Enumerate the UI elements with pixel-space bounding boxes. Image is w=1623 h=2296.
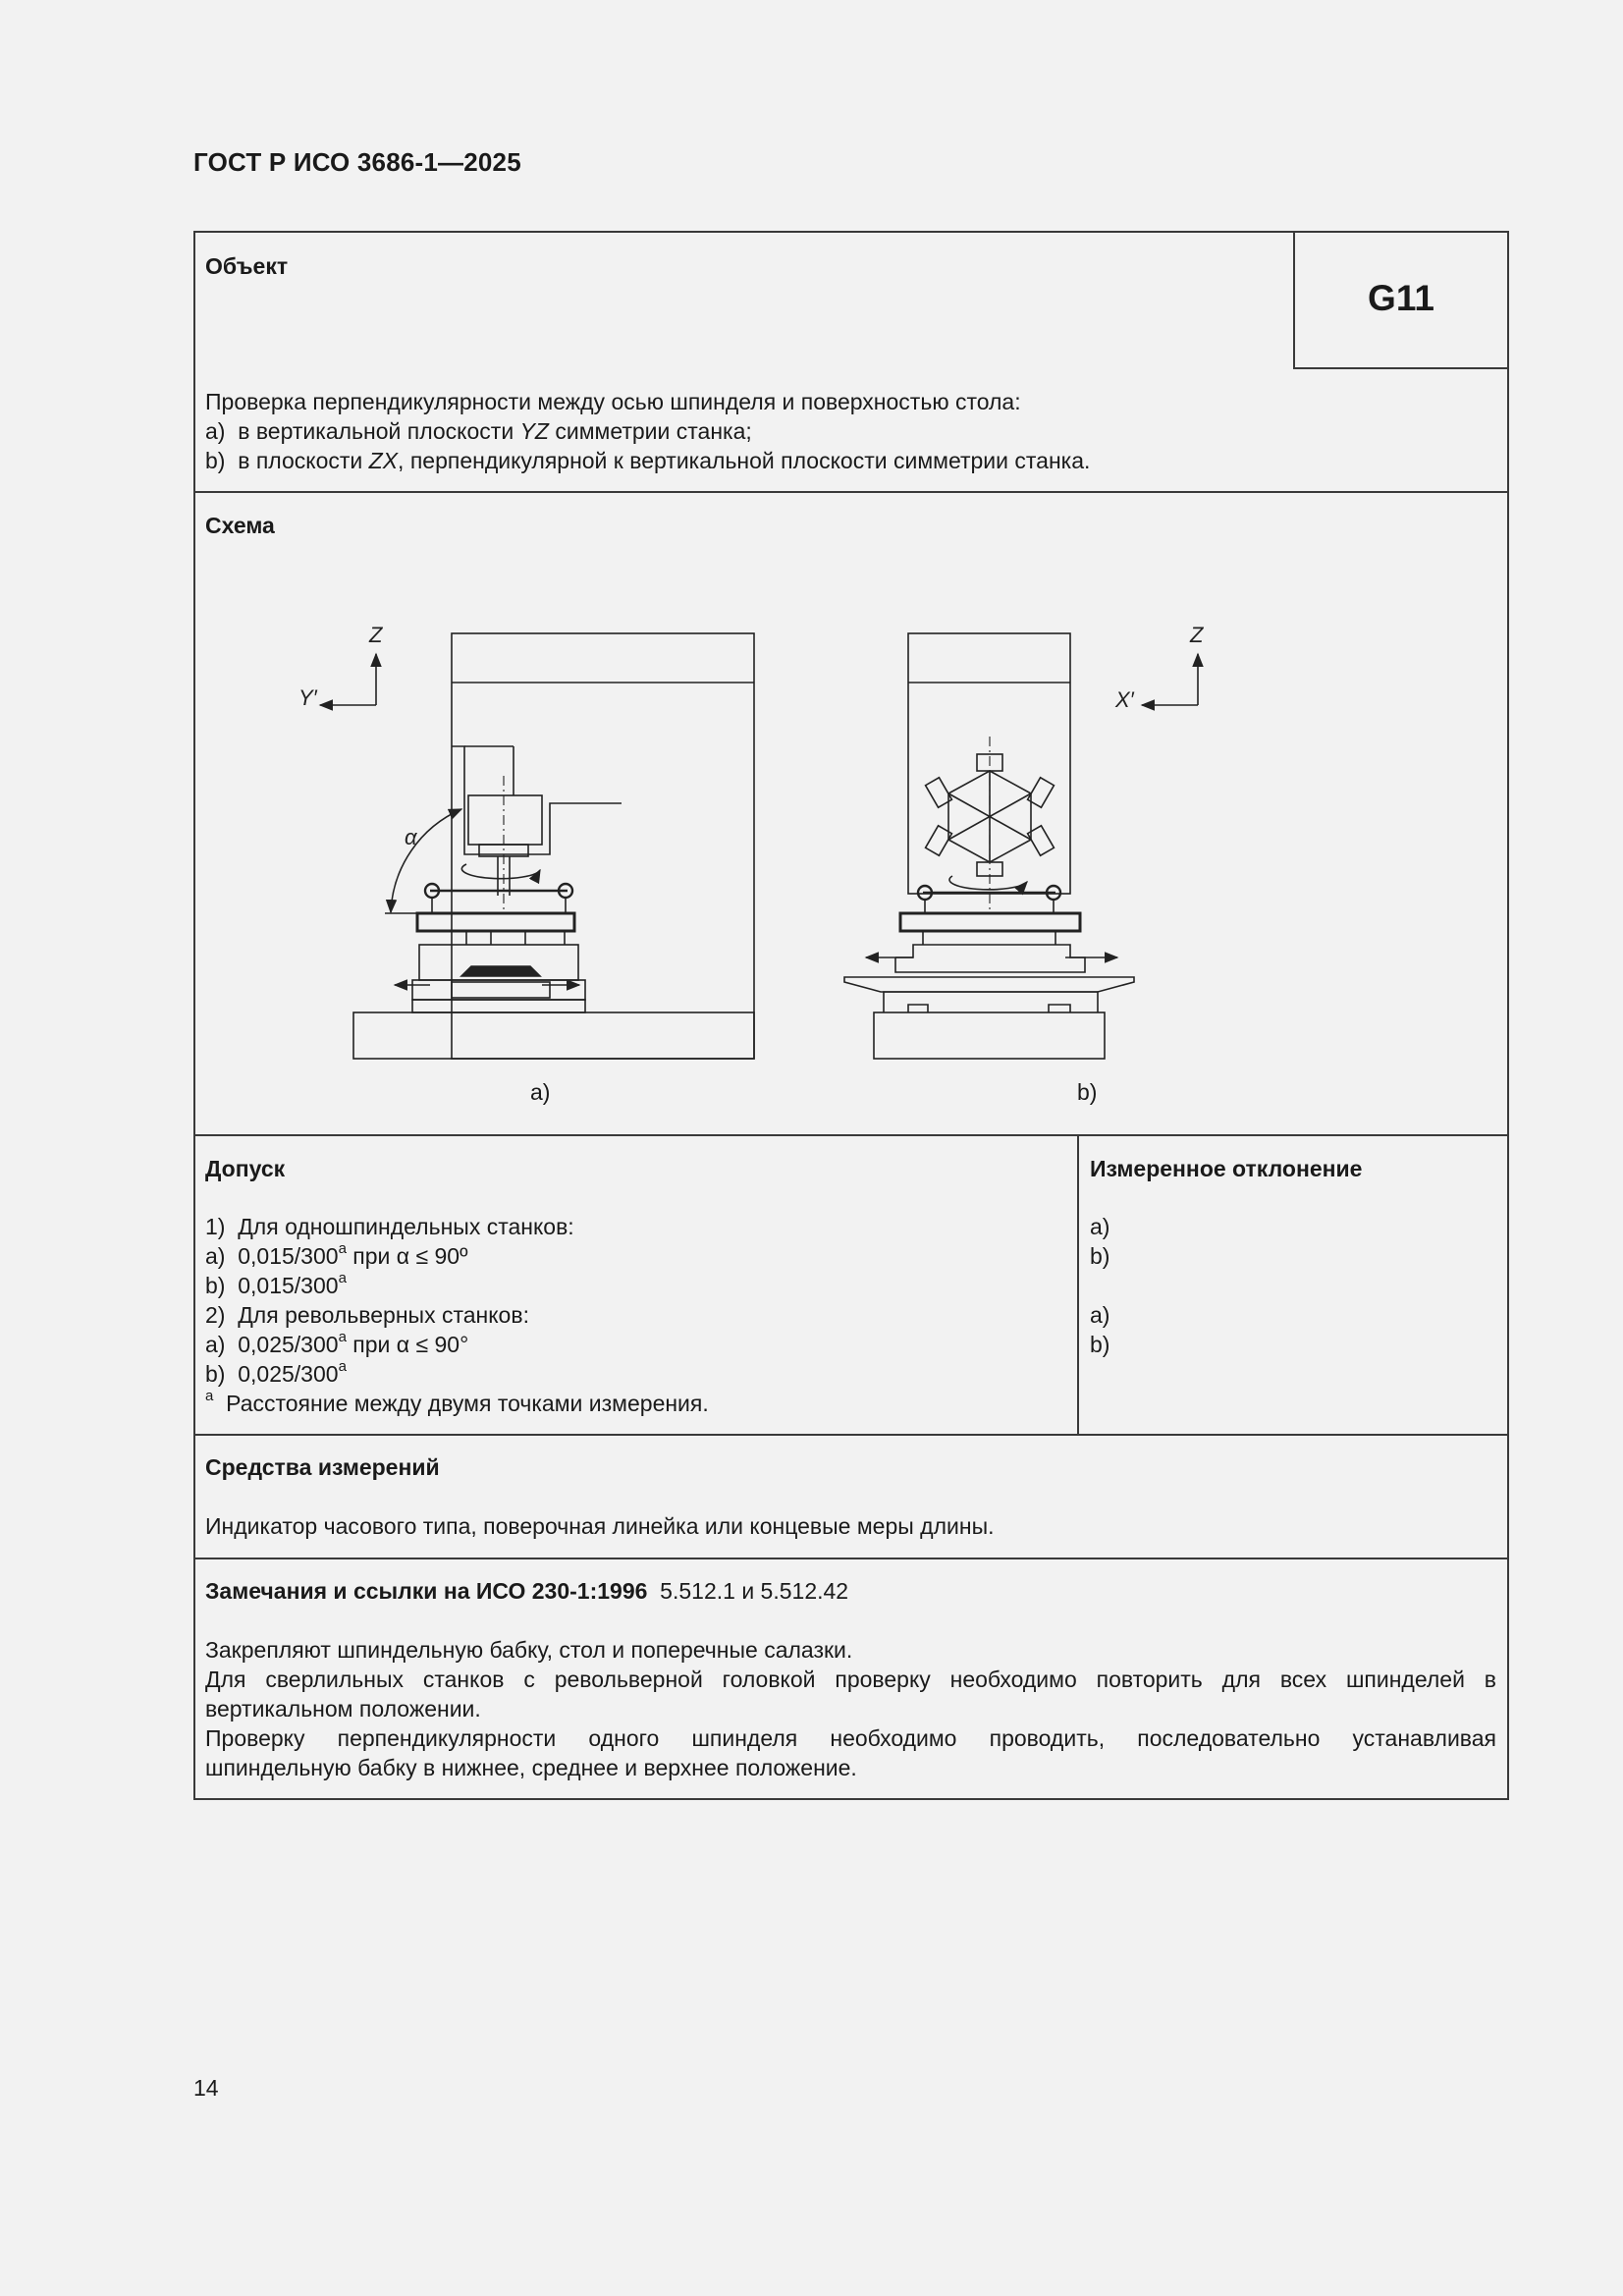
measured-row-a1: a) bbox=[1090, 1214, 1110, 1239]
remarks-paragraph-2-line-2: вертикальном положении. bbox=[205, 1696, 481, 1722]
footnote-text: Расстояние между двумя точками измерения. bbox=[213, 1391, 709, 1416]
figure-b-axis-x: X′ bbox=[1115, 687, 1134, 712]
tolerance-line-2-main: a) 0,015/300 bbox=[205, 1243, 339, 1269]
tolerance-line-4: 2) Для револьверных станков: bbox=[205, 1302, 529, 1328]
tolerance-line-5-tail: при α ≤ 90° bbox=[346, 1332, 469, 1357]
remarks-heading: Замечания и ссылки на ИСО 230-1:1996 bbox=[205, 1578, 648, 1604]
object-item-b-plane: ZX bbox=[368, 448, 399, 473]
object-item-a-prefix: a) в вертикальной плоскости bbox=[205, 418, 520, 444]
tolerance-line-3-main: b) 0,015/300 bbox=[205, 1273, 339, 1298]
divider-tolerance-measured bbox=[1077, 1134, 1079, 1435]
tolerance-line-5-main: a) 0,025/300 bbox=[205, 1332, 339, 1357]
figure-b-axis-z: Z bbox=[1190, 623, 1204, 647]
figure-a-drawing bbox=[320, 633, 754, 1059]
tolerance-line-5-footnote-mark: a bbox=[338, 1329, 347, 1346]
remarks-paragraph-3-line-1: Проверку перпендикулярности одного шпинделя необходимо проводить, последовательно устанавливая bbox=[205, 1725, 1496, 1751]
figure-b-drawing bbox=[844, 633, 1198, 1059]
figure-b-caption: b) bbox=[1077, 1079, 1098, 1105]
measured-heading: Измеренное отклонение bbox=[1090, 1156, 1363, 1181]
tolerance-line-3 bbox=[205, 1271, 347, 1300]
remarks-heading-line bbox=[205, 1576, 848, 1606]
measured-row-b1: b) bbox=[1090, 1243, 1110, 1269]
document-title: ГОСТ Р ИСО 3686-1—2025 bbox=[193, 147, 521, 177]
tolerance-line-2 bbox=[205, 1241, 467, 1271]
footnote-mark: a bbox=[205, 1388, 214, 1405]
remarks-paragraph-2-line-1: Для сверлильных станков с револьверной головкой проверку необходимо повторить для всех шпинделей в bbox=[205, 1667, 1496, 1692]
remarks-paragraph-1: Закрепляют шпиндельную бабку, стол и поперечные салазки. bbox=[205, 1637, 853, 1663]
tolerance-heading: Допуск bbox=[205, 1156, 286, 1181]
measured-row-b2: b) bbox=[1090, 1332, 1110, 1357]
divider-instruments-remarks bbox=[193, 1558, 1509, 1559]
instruments-text: Индикатор часового типа, поверочная линейка или концевые меры длины. bbox=[205, 1513, 995, 1539]
figure-a-angle-label: α bbox=[405, 825, 417, 849]
tolerance-line-3-footnote-mark: a bbox=[338, 1270, 347, 1287]
divider-tolerance-instruments bbox=[193, 1434, 1509, 1436]
figure-a-caption: a) bbox=[530, 1079, 551, 1105]
tolerance-line-1: 1) Для одношпиндельных станков: bbox=[205, 1214, 574, 1239]
object-item-b-prefix: b) в плоскости bbox=[205, 448, 369, 473]
figure-a-axis-z: Z bbox=[369, 623, 383, 647]
tolerance-line-6-main: b) 0,025/300 bbox=[205, 1361, 339, 1387]
figure-a-axis-y: Y′ bbox=[298, 685, 317, 710]
object-item-a-plane: YZ bbox=[519, 418, 549, 444]
tolerance-line-2-tail: при α ≤ 90º bbox=[346, 1243, 468, 1269]
object-item-a-suffix: симметрии станка; bbox=[548, 418, 752, 444]
test-code: G11 bbox=[1368, 278, 1434, 318]
page-number: 14 bbox=[193, 2075, 219, 2101]
object-heading: Объект bbox=[205, 253, 289, 279]
remarks-paragraph-3-line-2: шпиндельную бабку в нижнее, среднее и верхнее положение. bbox=[205, 1755, 857, 1780]
tolerance-line-6-footnote-mark: a bbox=[338, 1358, 347, 1376]
instruments-heading: Средства измерений bbox=[205, 1454, 440, 1480]
remarks-reference: 5.512.1 и 5.512.42 bbox=[647, 1578, 849, 1604]
divider-scheme-tolerance bbox=[193, 1134, 1509, 1136]
scheme-drawing bbox=[0, 0, 1623, 1139]
scheme-heading: Схема bbox=[205, 513, 275, 538]
tolerance-line-5 bbox=[205, 1330, 468, 1359]
tolerance-footnote bbox=[205, 1389, 709, 1418]
tolerance-line-6 bbox=[205, 1359, 347, 1389]
object-intro: Проверка перпендикулярности между осью шпинделя и поверхностью стола: bbox=[205, 389, 1021, 414]
object-item-b-suffix: , перпендикулярной к вертикальной плоскости симметрии станка. bbox=[398, 448, 1091, 473]
measured-row-a2: a) bbox=[1090, 1302, 1110, 1328]
tolerance-line-2-footnote-mark: a bbox=[338, 1240, 347, 1258]
